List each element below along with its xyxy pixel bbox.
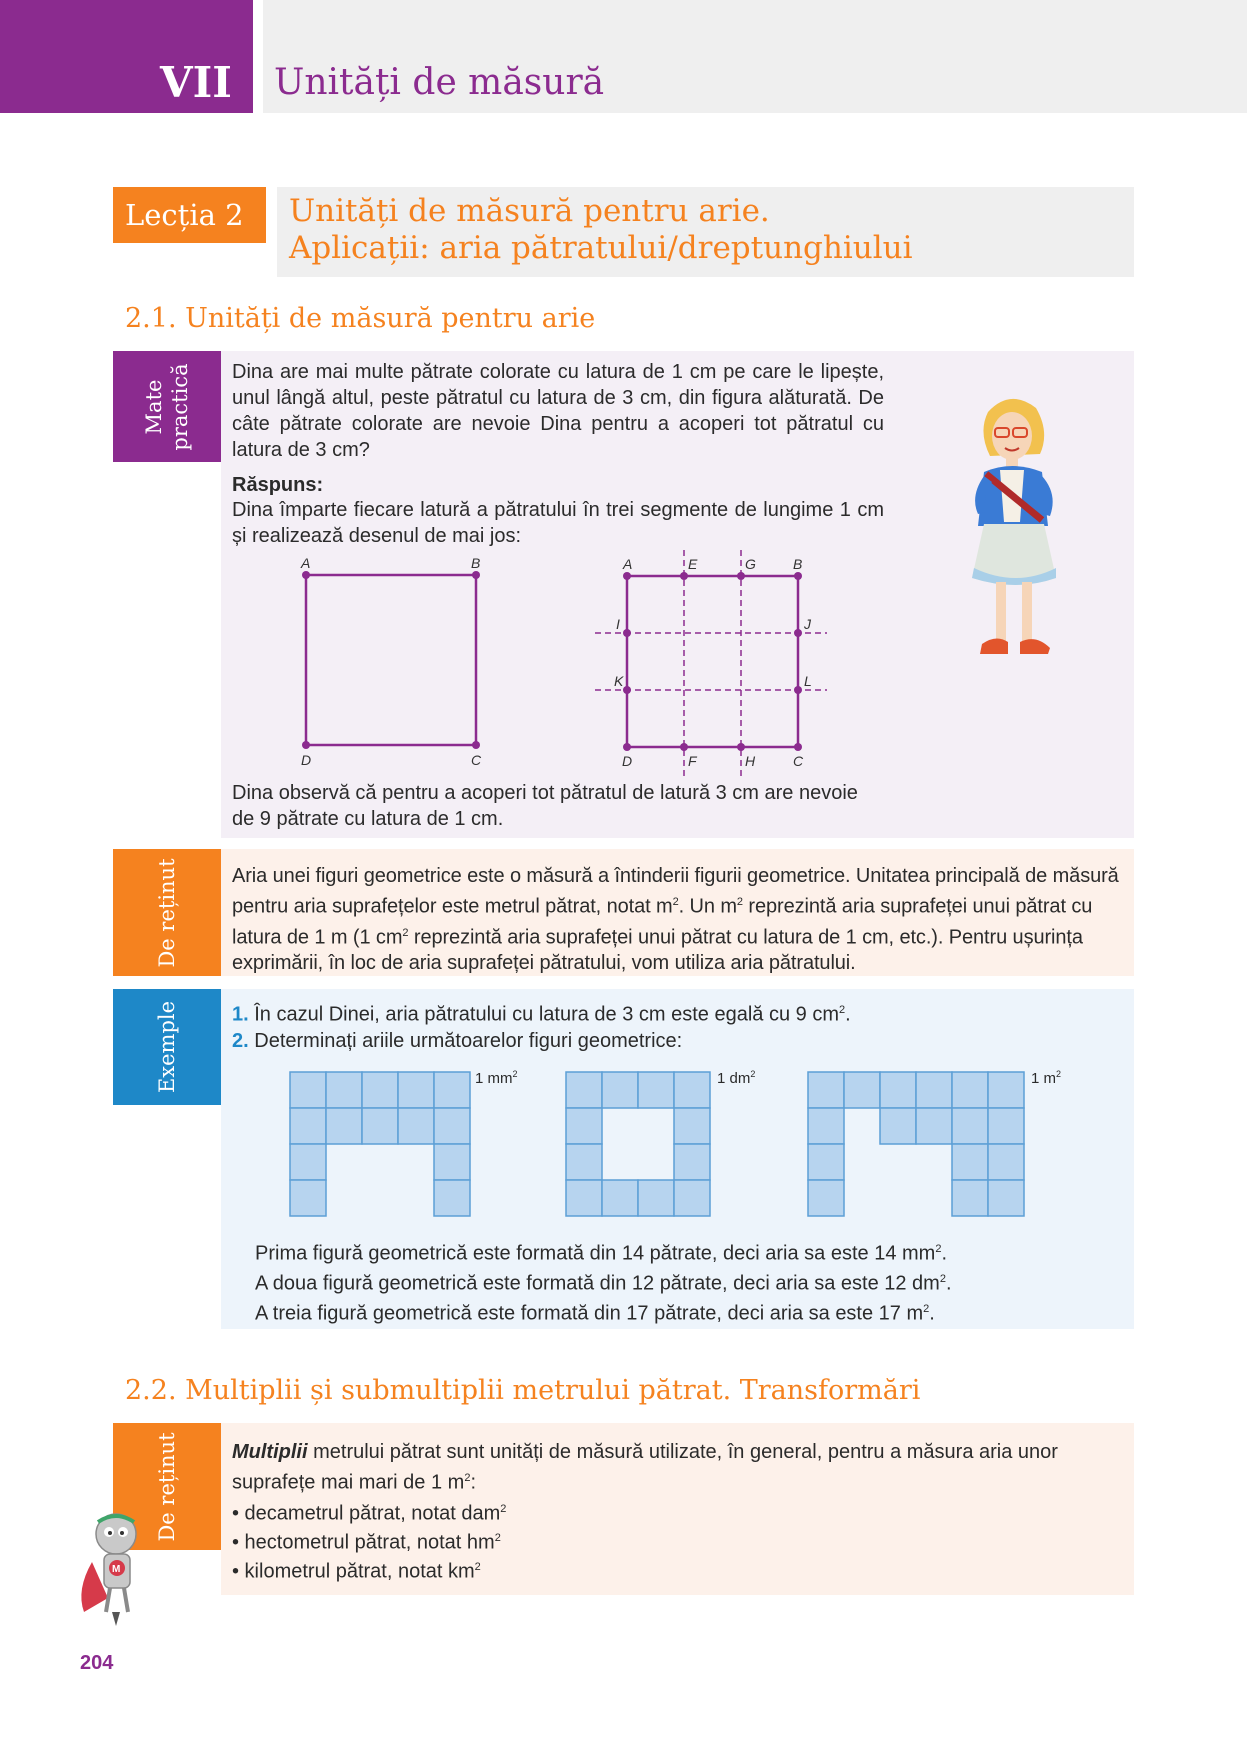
section-title-2-2: 2.2. Multiplii și submultiplii metrului pătrat. Transformări	[125, 1375, 921, 1406]
point-c	[472, 741, 480, 749]
unit-label-3: 1 $m^2$	[1031, 1069, 1062, 1087]
section-title-2-1: 2.1. Unități de măsură pentru arie	[125, 303, 596, 334]
example-2: 2. Determinați ariile următoarelor figuri geometrice:	[232, 1030, 683, 1052]
tab-exemple: Exemple	[113, 989, 221, 1105]
answer-label: Răspuns:	[232, 474, 324, 496]
mate-practica-conclusion: Dina observă că pentru a acoperi tot pătratul de latură 3 cm are nevoie de 9 pătrate cu latura de 1 cm.	[232, 782, 858, 830]
label2-k: K	[614, 673, 624, 689]
de-retinut-1-text: Aria unei figuri geometrice este o măsură a întinderii figurii geometrice. Unitatea principală de măsură pentru aria suprafețelor este metrul pătrat, notat $m^2$. Un $m^2$ reprezintă aria suprafeței unui pătrat cu latura de 1 m (1 $cm^2$ reprezintă aria suprafeței unui pătrat cu latura de 1 cm, etc.). Pentru ușurința exprimării, în loc de aria suprafeței pătratului, vom utiliza aria pătratului.	[232, 865, 1119, 975]
example-1: 1. În cazul Dinei, aria pătratului cu latura de 3 cm este egală cu 9 $cm^2$.	[232, 1003, 851, 1026]
label2-j: J	[804, 616, 811, 632]
area-grid-figures	[288, 1070, 1088, 1222]
label-c: C	[471, 752, 482, 768]
mascot-illustration	[76, 1508, 156, 1628]
label2-i: I	[616, 616, 620, 632]
square-abcd-figure	[290, 553, 490, 773]
square-abcd	[306, 575, 476, 745]
label2-b: B	[793, 556, 803, 572]
answer-text: Dina împarte fiecare latură a pătratului în trei segmente de lungime 1 cm și realizează desenul de mai jos:	[232, 499, 884, 547]
square-abcd-divided	[627, 576, 798, 747]
result-3: A treia figură geometrică este formată din 17 pătrate, deci aria sa este 17 $m^2$.	[255, 1302, 935, 1325]
label2-h: H	[745, 753, 756, 769]
label-d: D	[301, 752, 312, 768]
tab-mate-practica-line2: practică	[168, 362, 192, 451]
grid-figure-2	[566, 1072, 710, 1216]
label2-d: D	[622, 753, 633, 769]
label-b: B	[471, 555, 481, 571]
tab-mate-practica	[113, 351, 221, 462]
result-1: Prima figură geometrică este formată din 14 pătrate, deci aria sa este 14 $mm^2$.	[255, 1242, 948, 1265]
grid-figure-3	[808, 1072, 1024, 1216]
label-a: A	[301, 555, 311, 571]
bullet-hectometru: • hectometrul pătrat, notat $hm^2$	[232, 1531, 501, 1554]
label2-f: F	[688, 753, 697, 769]
lesson-title-line2: Aplicații: aria pătratului/dreptunghiului	[289, 230, 913, 266]
tab-de-retinut-2: De reținut	[113, 1423, 221, 1550]
bullet-decametru: • decametrul pătrat, notat dam$^2$	[232, 1502, 507, 1525]
label2-a: A	[623, 556, 633, 572]
label2-l: L	[804, 673, 812, 689]
point-a	[302, 571, 310, 579]
tab-de-retinut-1: De reținut	[113, 849, 221, 976]
bullet-kilometru: • kilometrul pătrat, notat $km^2$	[232, 1560, 481, 1583]
result-2: A doua figură geometrică este formată din 12 pătrate, deci aria sa este 12 $dm^2$.	[255, 1272, 952, 1295]
page-number: 204	[80, 1652, 114, 1674]
multiplii-intro: Multiplii metrului pătrat sunt unități de măsură utilizate, în general, pentru a măsura aria unor suprafețe mai mari de 1 $m^2$:	[232, 1441, 1058, 1494]
unit-label-1: 1 $mm^2$	[475, 1069, 518, 1087]
chapter-number: VII	[160, 58, 232, 107]
label2-g: G	[745, 556, 756, 572]
svg-text:M: M	[112, 1564, 121, 1575]
lesson-title	[289, 193, 913, 267]
lesson-tag: Lecția 2	[113, 187, 266, 243]
tab-mate-practica-line1: Mate	[142, 379, 166, 434]
point-b	[472, 571, 480, 579]
label2-e: E	[688, 556, 698, 572]
chapter-title: Unități de măsură	[274, 62, 605, 103]
mate-practica-intro: Dina are mai multe pătrate colorate cu latura de 1 cm pe care le lipește, unul lângă altul, peste pătratul cu latura de 3 cm, din figura alăturată. De câte pătrate colorate are nevoie Dina pentru a acoperi tot pătratul cu latura de 3 cm?	[232, 361, 884, 461]
unit-label-2: 1 $dm^2$	[717, 1069, 756, 1087]
divided-square-figure	[595, 550, 835, 778]
point-d	[302, 741, 310, 749]
girl-illustration	[960, 392, 1070, 674]
label2-c: C	[793, 753, 804, 769]
grid-figure-1	[290, 1072, 470, 1216]
lesson-title-line1: Unități de măsură pentru arie.	[289, 193, 770, 229]
